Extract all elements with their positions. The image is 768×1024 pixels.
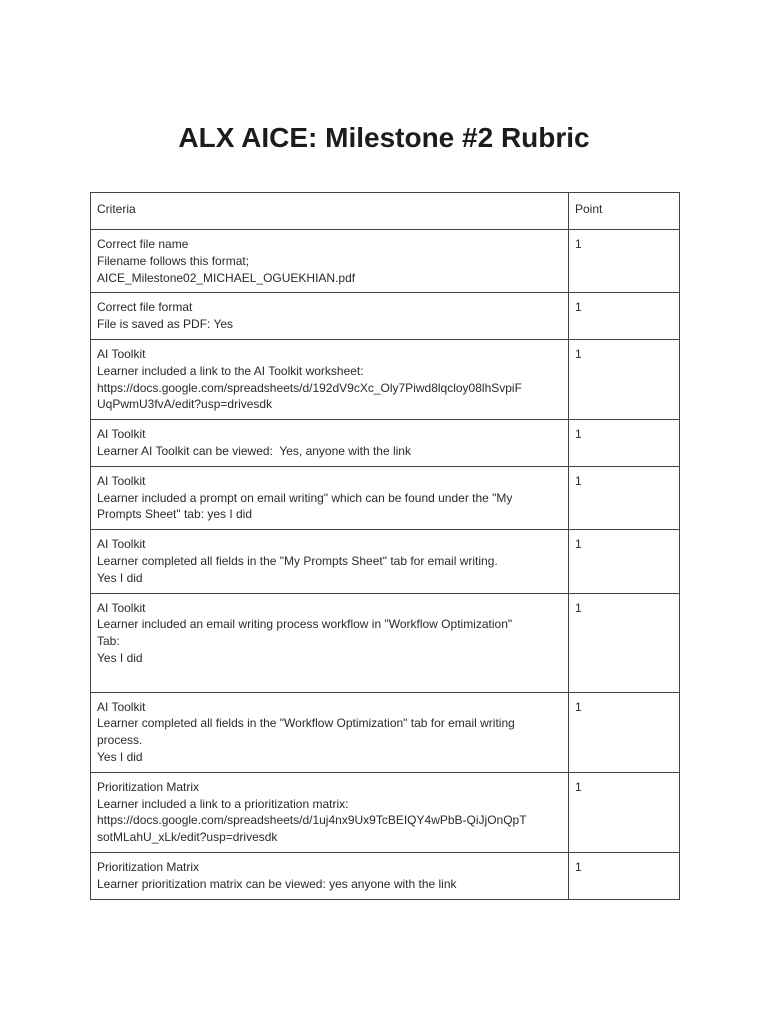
- criteria-line: Yes I did: [97, 570, 143, 585]
- table-row: [91, 593, 680, 692]
- criteria-line: Tab:: [97, 634, 120, 649]
- point-cell: 1: [569, 692, 680, 772]
- criteria-line: Yes I did: [97, 650, 143, 665]
- criteria-line: https://docs.google.com/spreadsheets/d/192dV9cXc_Oly7Piwd8lqcloy08lhSvpiF: [97, 380, 522, 395]
- table-row: [91, 530, 680, 593]
- point-cell: 1: [569, 466, 680, 529]
- point-cell: 1: [569, 420, 680, 467]
- criteria-line: AI Toolkit: [97, 600, 146, 615]
- criteria-line: Filename follows this format;: [97, 253, 250, 268]
- criteria-line: https://docs.google.com/spreadsheets/d/1uj4nx9Ux9TcBEIQY4wPbB-QiJjOnQpT: [97, 813, 527, 828]
- criteria-line: AI Toolkit: [97, 427, 146, 442]
- criteria-cell: [91, 692, 569, 772]
- criteria-line: Prioritization Matrix: [97, 859, 200, 874]
- criteria-line: Learner included a link to a prioritization matrix:: [97, 796, 349, 811]
- criteria-line: Learner completed all fields in the "My Prompts Sheet" tab for email writing.: [97, 553, 498, 568]
- criteria-cell: [91, 420, 569, 467]
- point-cell: 1: [569, 339, 680, 419]
- criteria-line: AI Toolkit: [97, 346, 146, 361]
- criteria-cell: [91, 339, 569, 419]
- criteria-line: AICE_Milestone02_MICHAEL_OGUEKHIAN.pdf: [97, 270, 356, 285]
- criteria-line: Correct file name: [97, 237, 189, 251]
- criteria-cell: [91, 466, 569, 529]
- criteria-line: Learner included a prompt on email writing" which can be found under the "My: [97, 490, 513, 505]
- criteria-line: Correct file format: [97, 300, 193, 315]
- criteria-line: process.: [97, 733, 143, 748]
- criteria-line: Prompts Sheet" tab: yes I did: [97, 507, 253, 522]
- point-cell: 1: [569, 530, 680, 593]
- criteria-line: UqPwmU3fvA/edit?usp=drivesdk: [97, 397, 273, 412]
- criteria-line: Learner prioritization matrix can be viewed: yes anyone with the link: [97, 876, 457, 891]
- criteria-cell: [91, 230, 569, 293]
- criteria-line: Learner completed all fields in the "Workflow Optimization" tab for email writing: [97, 716, 515, 731]
- criteria-cell: [91, 293, 569, 340]
- document-title: ALX AICE: Milestone #2 Rubric: [178, 122, 590, 153]
- table-row: [91, 772, 680, 852]
- point-cell: 1: [569, 230, 680, 293]
- point-cell: 1: [569, 293, 680, 340]
- rubric-table: [90, 192, 680, 900]
- table-header-row: [91, 193, 680, 230]
- criteria-line: sotMLahU_xLk/edit?usp=drivesdk: [97, 830, 278, 845]
- criteria-line: AI Toolkit: [97, 699, 146, 714]
- table-row: [91, 420, 680, 467]
- criteria-line: Learner included a link to the AI Toolkit worksheet:: [97, 363, 364, 378]
- point-header: Point: [569, 193, 680, 230]
- criteria-line: Yes I did: [97, 749, 143, 764]
- rubric-body: [91, 230, 680, 900]
- table-row: [91, 230, 680, 293]
- criteria-line: File is saved as PDF: Yes: [97, 317, 234, 332]
- criteria-cell: [91, 593, 569, 692]
- criteria-line: Learner AI Toolkit can be viewed: Yes, anyone with the link: [97, 443, 411, 458]
- criteria-cell: [91, 852, 569, 899]
- criteria-line: AI Toolkit: [97, 473, 146, 488]
- table-row: [91, 692, 680, 772]
- criteria-line: AI Toolkit: [97, 537, 146, 552]
- criteria-line: Prioritization Matrix: [97, 779, 200, 794]
- table-row: [91, 466, 680, 529]
- table-row: [91, 293, 680, 340]
- point-cell: 1: [569, 593, 680, 692]
- table-row: [91, 852, 680, 899]
- criteria-cell: [91, 772, 569, 852]
- point-cell: 1: [569, 772, 680, 852]
- criteria-line: Learner included an email writing process workflow in "Workflow Optimization": [97, 617, 513, 632]
- criteria-header: Criteria: [91, 193, 569, 230]
- point-cell: 1: [569, 852, 680, 899]
- criteria-cell: [91, 530, 569, 593]
- table-row: [91, 339, 680, 419]
